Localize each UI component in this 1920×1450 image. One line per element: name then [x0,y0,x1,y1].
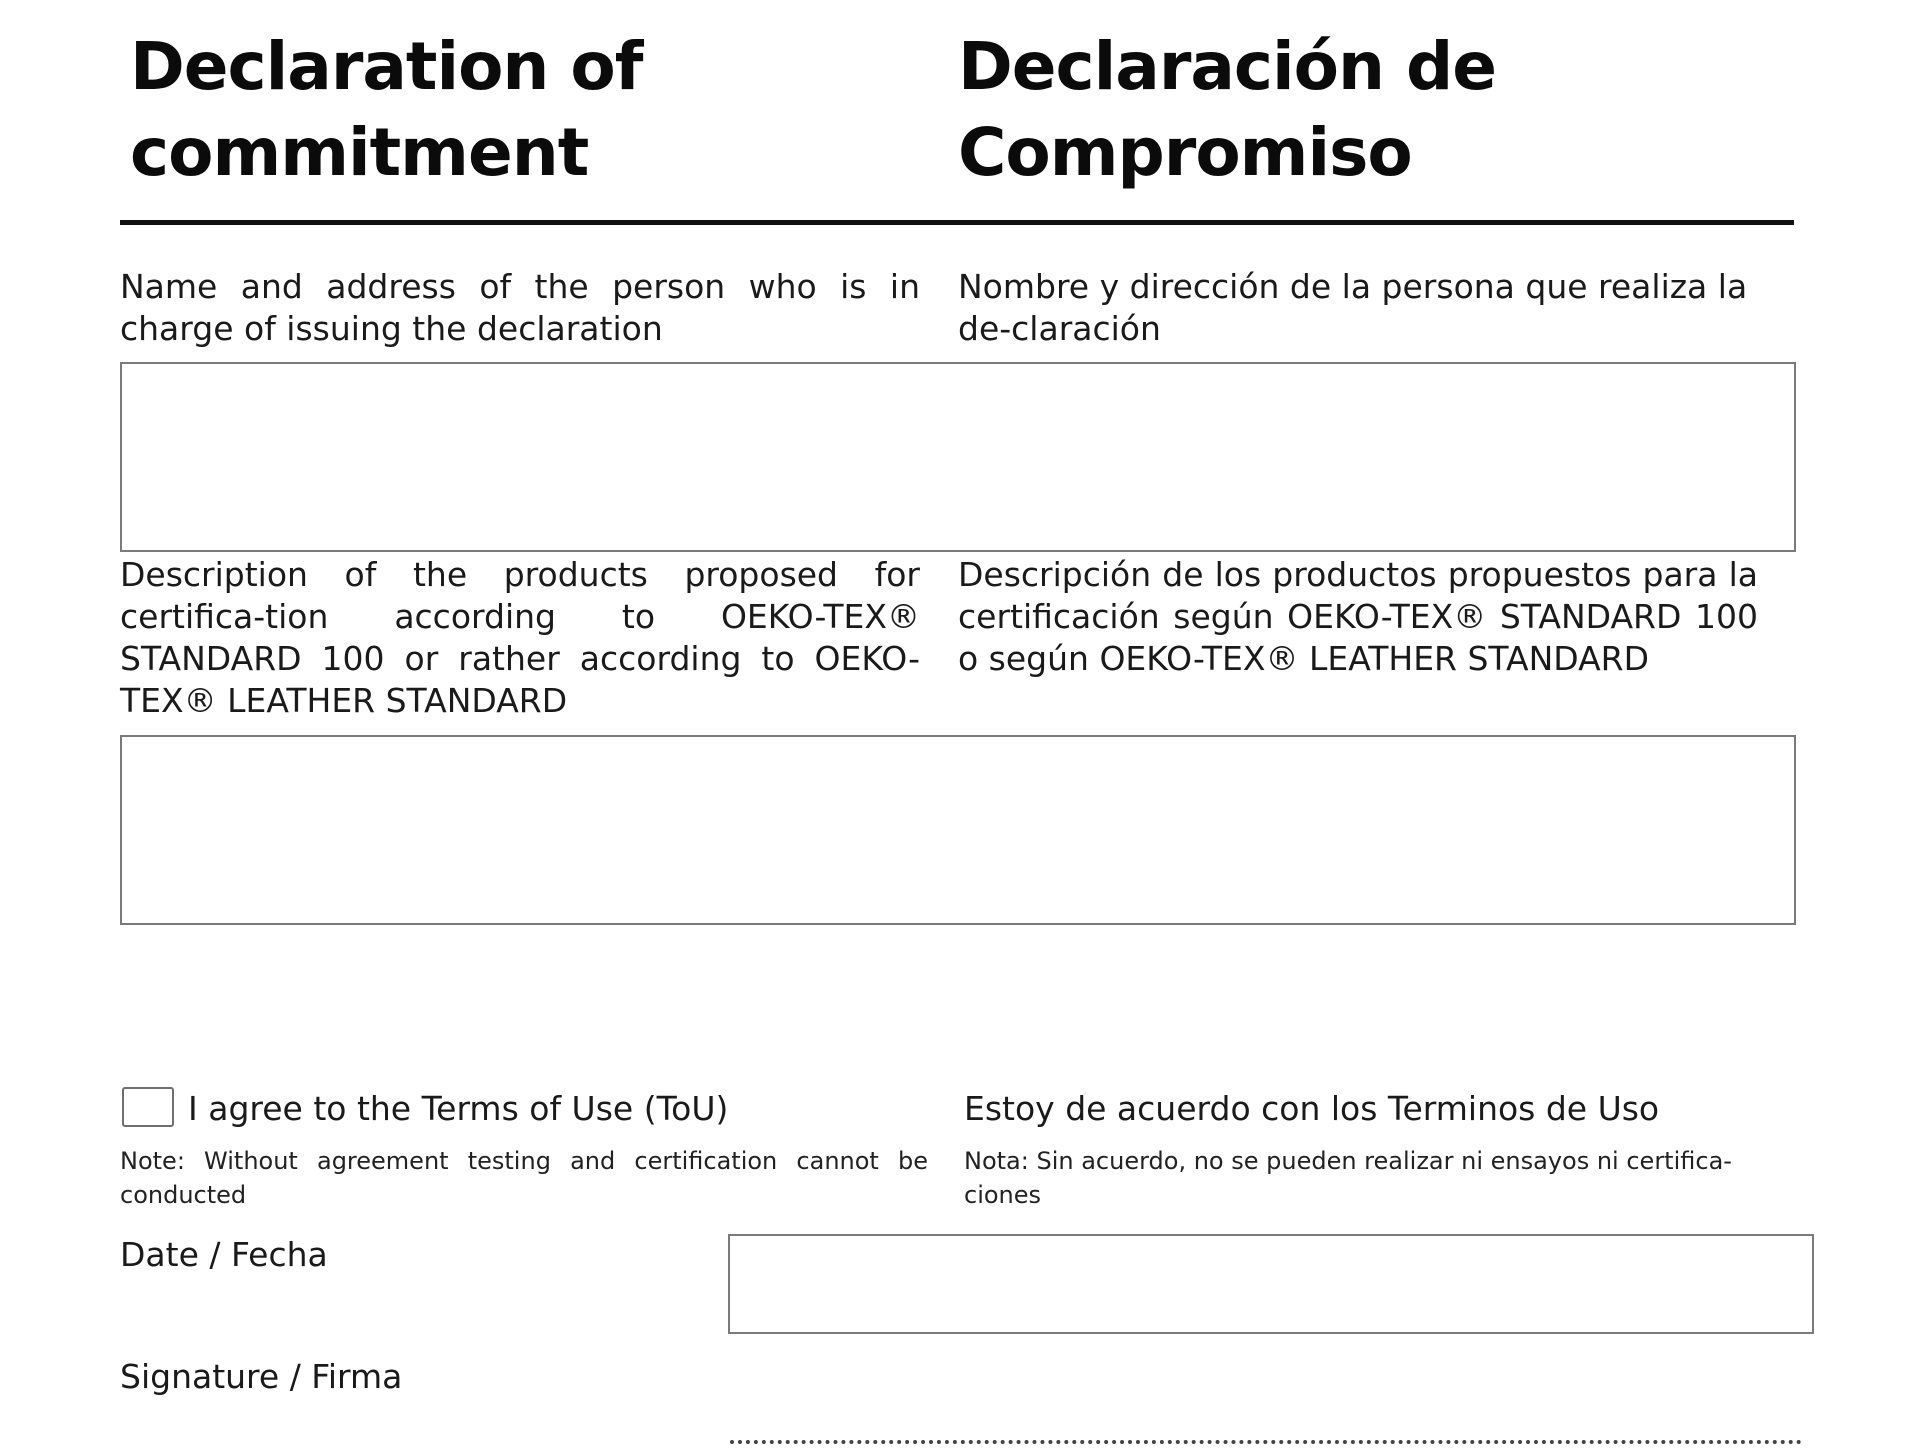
name-address-label-en: Name and address of the person who is in charge of issuing the declaration [120,267,920,348]
title-english-line1: Declaration of [130,28,643,105]
title-spanish [958,24,1778,196]
title-divider [120,220,1794,225]
terms-agree-label-en: I agree to the Terms of Use (ToU) [188,1089,729,1128]
title-spanish-line2: Compromiso [958,114,1412,191]
terms-agree-label-es: Estoy de acuerdo con los Terminos de Uso [964,1089,1660,1128]
products-description-label-es: Descripción de los productos propuestos para la certificación según OEKO-TEX® STANDARD 100 o según OEKO-TEX® LEATHER STANDARD [958,555,1758,678]
products-description-label-en: Description of the products proposed for certifica-tion according to OEKO-TEX® STANDARD 100 or rather according to OEKO-TEX® LEATHER STANDARD [120,555,920,720]
terms-note-en: Note: Without agreement testing and certification cannot be conducted [120,1147,928,1209]
title-spanish-line1: Declaración de [958,28,1496,105]
terms-note-es: Nota: Sin acuerdo, no se pueden realizar ni ensayos ni certifica-ciones [964,1147,1732,1209]
signature-label: Signature / Firma [120,1357,403,1396]
signature-line[interactable] [730,1440,1802,1444]
terms-agree-checkbox[interactable] [122,1087,174,1127]
date-label: Date / Fecha [120,1235,328,1274]
title-english-line2: commitment [130,114,589,191]
title-english [130,24,890,196]
name-address-label-es: Nombre y dirección de la persona que realiza la de-claración [958,267,1748,348]
products-description-field[interactable] [120,735,1796,925]
name-address-field[interactable] [120,362,1796,552]
date-field[interactable] [728,1234,1814,1334]
